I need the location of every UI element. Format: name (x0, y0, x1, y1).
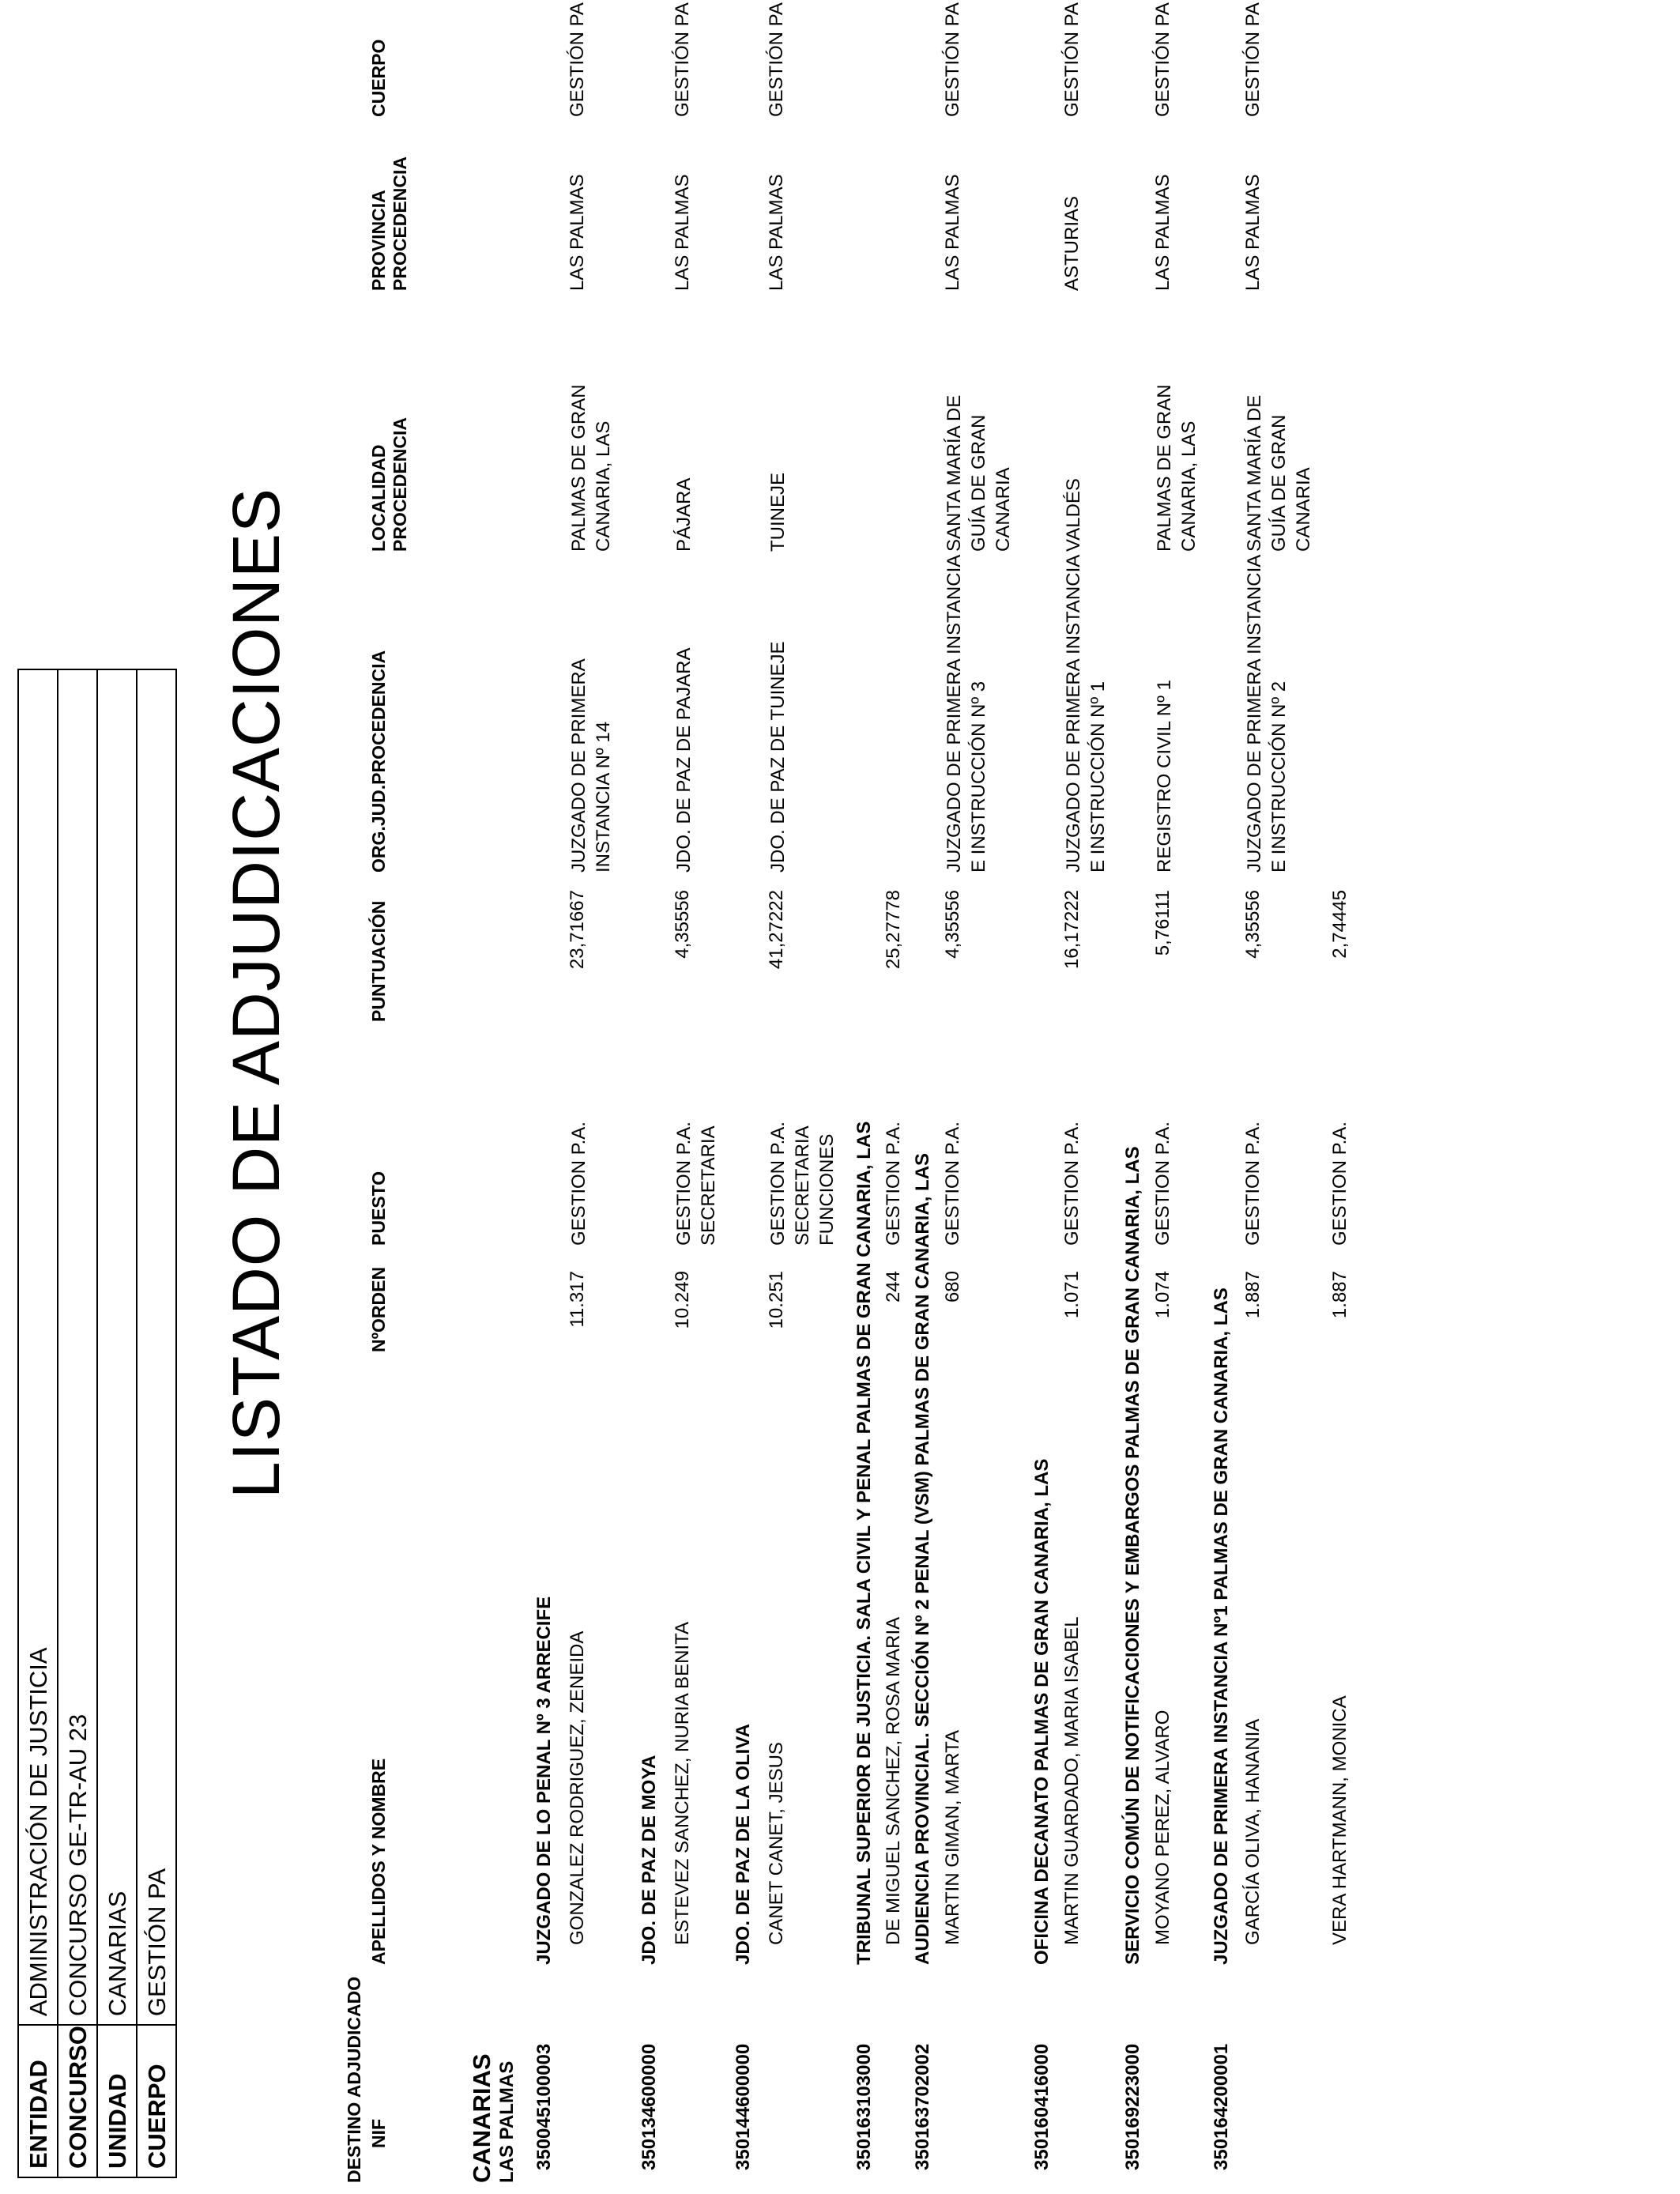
cell-puesto: GESTION P.A. (883, 1122, 904, 1246)
page-title: LISTADO DE ADJUDICACIONES (219, 487, 293, 1498)
cell-provincia: ASTURIAS (1061, 195, 1083, 291)
cell-puesto: GESTION P.A. (1329, 1122, 1350, 1246)
cell-provincia: LAS PALMAS (1242, 174, 1264, 291)
cell-puesto: GESTION P.A. (942, 1122, 963, 1246)
col-nif: NIF (368, 2118, 389, 2148)
cell-puesto: GESTION P.A. (1242, 1122, 1264, 1246)
province-heading: LAS PALMAS (496, 2060, 518, 2183)
cell-localidad: PÁJARA (673, 477, 695, 552)
cell-provincia: LAS PALMAS (672, 174, 693, 291)
col-provincia-procedencia: PROVINCIA PROCEDENCIA (368, 156, 410, 291)
cell-provincia: LAS PALMAS (766, 174, 787, 291)
group-code: 350045100003 (533, 2043, 555, 2170)
col-puesto: PUESTO (368, 1171, 389, 1246)
header-info-box (17, 669, 177, 2178)
cell-nombre: GARCÍA OLIVA, HANANIA (1242, 1718, 1264, 1945)
cell-orden: 1.887 (1329, 1271, 1350, 1319)
cell-orden: 10.249 (672, 1271, 693, 1329)
cell-orden: 244 (883, 1271, 904, 1303)
region-heading: CANARIAS (468, 2053, 495, 2183)
cell-organo: JUZGADO DE PRIMERA INSTANCIA E INSTRUCCIÓN Nº 1 (1063, 556, 1109, 873)
info-label: CONCURSO (58, 2025, 97, 2177)
cell-localidad: SANTA MARÍA DE GUÍA DE GRAN CANARIA (1244, 394, 1314, 552)
cell-puntuacion: 4,35556 (942, 890, 963, 959)
group-destino: SERVICIO COMÚN DE NOTIFICACIONES Y EMBARGOS PALMAS DE GRAN CANARIA, LAS (1122, 1146, 1143, 1965)
cell-puntuacion: 5,76111 (1152, 890, 1173, 956)
group-destino: AUDIENCIA PROVINCIAL. SECCIÓN Nº 2 PENAL (VSM) PALMAS DE GRAN CANARIA, LAS (912, 1152, 933, 1965)
cell-organo: REGISTRO CIVIL Nº 1 (1154, 680, 1175, 873)
group-code: 350163702002 (912, 2043, 933, 2170)
cell-cuerpo: GESTIÓN PA (766, 2, 787, 117)
cell-cuerpo: GESTIÓN PA (1152, 2, 1173, 117)
info-row-concurso (58, 669, 97, 2177)
cell-cuerpo: GESTIÓN PA (942, 2, 963, 117)
cell-nombre: VERA HARTMANN, MONICA (1329, 1695, 1350, 1945)
col-cuerpo: CUERPO (368, 39, 389, 117)
info-value: GESTIÓN PA (137, 669, 176, 2025)
group-code: 350160416000 (1031, 2043, 1053, 2170)
cell-puesto: GESTION P.A. (568, 1122, 590, 1246)
cell-organo: JDO. DE PAZ DE PAJARA (673, 647, 695, 873)
cell-puesto: GESTION P.A. SECRETARIA (673, 1122, 719, 1246)
cell-nombre: MOYANO PEREZ, ALVARO (1152, 1710, 1173, 1945)
cell-cuerpo: GESTIÓN PA (567, 2, 588, 117)
group-destino: TRIBUNAL SUPERIOR DE JUSTICIA. SALA CIVIL Y PENAL PALMAS DE GRAN CANARIA, LAS (853, 1121, 875, 1965)
cell-cuerpo: GESTIÓN PA (1242, 2, 1264, 117)
group-code: 350163103000 (853, 2043, 875, 2170)
col-numero-orden: NºORDEN (368, 1266, 389, 1352)
info-label: UNIDAD (97, 2025, 137, 2177)
info-label: ENTIDAD (18, 2025, 58, 2177)
cell-provincia: LAS PALMAS (942, 174, 963, 291)
group-code: 350134600000 (638, 2043, 660, 2170)
cell-localidad: TUINEJE (767, 472, 789, 552)
cell-localidad: SANTA MARÍA DE GUÍA DE GRAN CANARIA (944, 394, 1014, 552)
cell-orden: 11.317 (567, 1271, 588, 1328)
cell-puntuacion: 4,35556 (672, 890, 693, 959)
cell-localidad: PALMAS DE GRAN CANARIA, LAS (1154, 384, 1200, 552)
group-code: 350164200001 (1211, 2043, 1232, 2170)
cell-organo: JUZGADO DE PRIMERA INSTANCIA E INSTRUCCIÓN Nº 2 (1244, 556, 1290, 873)
col-destino-adjudicado: DESTINO ADJUDICADO (344, 1976, 364, 2183)
group-destino: JDO. DE PAZ DE MOYA (638, 1755, 660, 1965)
cell-organo: JUZGADO DE PRIMERA INSTANCIA Nº 14 (568, 659, 614, 873)
cell-cuerpo: GESTIÓN PA (1061, 2, 1083, 117)
col-org-jud-procedencia: ORG.JUD.PROCEDENCIA (368, 650, 389, 873)
cell-nombre: MARTIN GIMAN, MARTA (942, 1729, 963, 1945)
group-code: 350144600000 (733, 2043, 754, 2170)
cell-localidad: PALMAS DE GRAN CANARIA, LAS (568, 384, 614, 552)
group-destino: OFICINA DECANATO PALMAS DE GRAN CANARIA, LAS (1031, 1458, 1053, 1965)
cell-organo: JUZGADO DE PRIMERA INSTANCIA E INSTRUCCIÓN Nº 3 (944, 556, 989, 873)
cell-provincia: LAS PALMAS (1152, 174, 1173, 291)
cell-puesto: GESTION P.A. (1152, 1122, 1173, 1246)
cell-cuerpo: GESTIÓN PA (672, 2, 693, 117)
cell-orden: 680 (942, 1271, 963, 1303)
info-row-unidad (97, 669, 137, 2177)
col-localidad-procedencia: LOCALIDAD PROCEDENCIA (368, 417, 410, 552)
group-destino: JUZGADO DE LO PENAL Nº 3 ARRECIFE (533, 1596, 555, 1965)
group-destino: JDO. DE PAZ DE LA OLIVA (733, 1724, 754, 1965)
info-value: CANARIAS (97, 669, 137, 2025)
info-label: CUERPO (137, 2025, 176, 2177)
cell-puntuacion: 2,74445 (1329, 890, 1350, 959)
cell-puesto: GESTION P.A. (1061, 1122, 1083, 1246)
group-destino: JUZGADO DE PRIMERA INSTANCIA Nº1 PALMAS DE GRAN CANARIA, LAS (1211, 1287, 1232, 1965)
cell-orden: 1.071 (1061, 1271, 1083, 1319)
info-row-entidad (18, 669, 58, 2177)
cell-orden: 1.887 (1242, 1271, 1264, 1319)
cell-puntuacion: 25,27778 (883, 890, 904, 970)
cell-orden: 1.074 (1152, 1271, 1173, 1319)
cell-localidad: VALDÉS (1063, 478, 1084, 552)
cell-nombre: MARTIN GUARDADO, MARIA ISABEL (1061, 1616, 1083, 1945)
cell-orden: 10.251 (766, 1271, 787, 1329)
cell-puntuacion: 4,35556 (1242, 890, 1264, 959)
cell-organo: JDO. DE PAZ DE TUINEJE (767, 641, 789, 873)
cell-nombre: ESTEVEZ SANCHEZ, NURIA BENITA (672, 1622, 693, 1945)
cell-puesto: GESTION P.A. SECRETARIA FUNCIONES (767, 1122, 838, 1246)
cell-puntuacion: 23,71667 (567, 890, 588, 970)
col-apellidos-nombre: APELLIDOS Y NOMBRE (368, 1758, 389, 1965)
info-row-cuerpo (137, 669, 176, 2177)
info-value: CONCURSO GE-TR-AU 23 (58, 669, 97, 2025)
info-value: ADMINISTRACIÓN DE JUSTICIA (18, 669, 58, 2025)
cell-nombre: GONZALEZ RODRIGUEZ, ZENEIDA (567, 1630, 588, 1945)
cell-puntuacion: 41,27222 (766, 890, 787, 970)
col-puntuacion: PUNTUACIÓN (368, 900, 389, 1022)
group-code: 350169223000 (1122, 2043, 1143, 2170)
cell-puntuacion: 16,17222 (1061, 890, 1083, 970)
cell-provincia: LAS PALMAS (567, 174, 588, 291)
cell-nombre: DE MIGUEL SANCHEZ, ROSA MARIA (883, 1616, 904, 1945)
cell-nombre: CANET CANET, JESUS (766, 1742, 787, 1945)
